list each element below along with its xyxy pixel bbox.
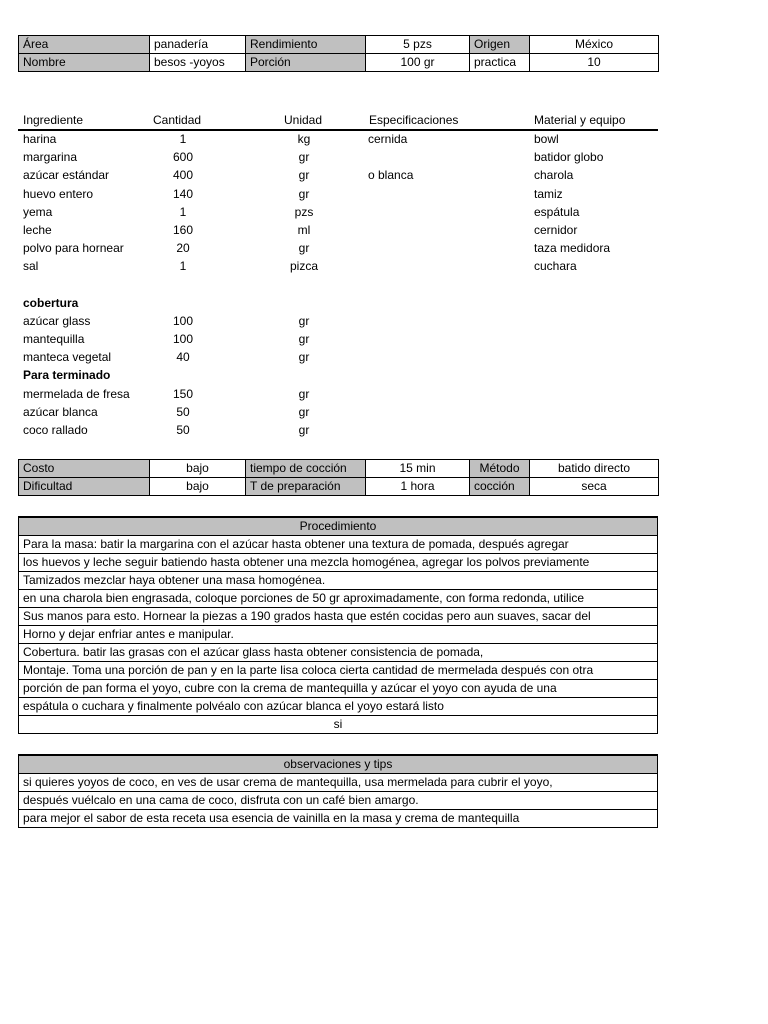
equipment-item: batidor globo <box>534 150 604 165</box>
observacion-line: después vuélcalo en una cama de coco, disfruta con un café bien amargo. <box>19 792 658 810</box>
ingredient-name: Para terminado <box>23 368 111 383</box>
ingredient-quantity: 400 <box>172 168 194 183</box>
ingredient-name: manteca vegetal <box>23 350 112 365</box>
ingredient-unit: gr <box>298 168 310 183</box>
ingredient-row <box>18 257 658 275</box>
ingredient-unit: gr <box>298 404 310 419</box>
procedimiento-table <box>18 516 658 734</box>
ingredient-name: azúcar blanca <box>23 404 98 419</box>
ingredient-row <box>18 312 658 330</box>
ingredient-row <box>18 148 658 166</box>
ingredient-row <box>18 130 658 148</box>
ingredient-name: yema <box>23 204 53 219</box>
metodo-value: batido directo <box>530 460 659 478</box>
ingredient-quantity: 100 <box>172 332 194 347</box>
ingredient-row <box>18 330 658 348</box>
procedimiento-line: Horno y dejar enfriar antes e manipular. <box>19 626 658 644</box>
preparacion-value: 1 hora <box>366 478 470 496</box>
ingredient-spec: o blanca <box>368 168 414 183</box>
ingredient-row <box>18 203 658 221</box>
ingredient-quantity: 140 <box>172 186 194 201</box>
observacion-line: para mejor el sabor de esta receta usa esencia de vainilla en la masa y crema de mantequilla <box>19 810 658 828</box>
ingredient-quantity: 1 <box>179 259 187 274</box>
equipment-item: cuchara <box>534 259 577 274</box>
ingredient-unit: gr <box>298 423 310 437</box>
procedimiento-last-line: si <box>19 716 658 734</box>
ingredient-name: huevo entero <box>23 186 94 201</box>
info-row <box>19 460 659 478</box>
procedimiento-line: porción de pan forma el yoyo, cubre con la crema de mantequilla y azúcar el yoyo con ayuda de una <box>19 680 658 698</box>
procedimiento-line: Montaje. Toma una porción de pan y en la parte lisa coloca cierta cantidad de mermelada después con otra <box>19 662 658 680</box>
porcion-label: Porción <box>246 54 366 72</box>
ingredient-row <box>18 385 658 403</box>
ingredient-row <box>18 239 658 257</box>
costo-value: bajo <box>150 460 246 478</box>
preparacion-label: T de preparación <box>246 478 366 496</box>
ingredient-name: polvo para hornear <box>23 241 124 256</box>
origen-value: México <box>530 36 659 54</box>
ingredient-name: mantequilla <box>23 332 85 347</box>
ingredient-row <box>18 294 658 312</box>
ingredient-quantity: 20 <box>176 241 190 256</box>
equipment-item: tamiz <box>534 186 563 201</box>
ingredient-unit: gr <box>298 313 310 328</box>
practica-value: 10 <box>530 54 659 72</box>
ingredient-row <box>18 185 658 203</box>
ingredient-unit: gr <box>298 332 310 347</box>
ingredient-row <box>18 166 658 184</box>
info-row <box>19 54 659 72</box>
ingredient-quantity: 1 <box>179 204 187 219</box>
ingredient-unit: gr <box>298 150 310 165</box>
metodo-label: Método <box>470 460 530 478</box>
ingredient-quantity: 50 <box>176 404 190 419</box>
ingredient-name: azúcar glass <box>23 313 91 328</box>
coccion-label: cocción <box>470 478 530 496</box>
ingredient-quantity: 150 <box>172 386 194 401</box>
ingredient-name: mermelada de fresa <box>23 386 130 401</box>
ingredient-row <box>18 403 658 421</box>
ingredient-unit: gr <box>298 350 310 365</box>
ingredient-name: sal <box>23 259 39 274</box>
procedimiento-line: Sus manos para esto. Hornear la piezas a 190 grados hasta que estén cocidas pero aun suaves, sacar del <box>19 608 658 626</box>
ingredient-quantity: 40 <box>176 350 190 365</box>
procedimiento-title: Procedimiento <box>19 517 658 536</box>
ingredient-unit: pizca <box>289 259 318 274</box>
procedimiento-line: Cobertura. batir las grasas con el azúcar glass hasta obtener consistencia de pomada, <box>19 644 658 662</box>
header-ingrediente: Ingrediente <box>23 113 84 127</box>
info-row <box>19 478 659 496</box>
info-row <box>19 36 659 54</box>
costo-label: Costo <box>19 460 150 478</box>
ingredient-name: cobertura <box>23 295 79 310</box>
ingredient-unit: gr <box>298 386 310 401</box>
ingredient-row <box>18 276 658 294</box>
header-especificaciones: Especificaciones <box>369 113 459 127</box>
ingredient-name: azúcar estándar <box>23 168 110 183</box>
ingredient-quantity: 50 <box>176 423 190 437</box>
observaciones-title: observaciones y tips <box>19 755 658 774</box>
coccion-value: seca <box>530 478 659 496</box>
origen-label: Origen <box>470 36 530 54</box>
ingredient-unit: pzs <box>294 204 314 219</box>
equipment-item: taza medidora <box>534 241 611 256</box>
ingredients-list <box>18 130 658 439</box>
ingredient-name: coco rallado <box>23 423 88 437</box>
equipment-item: charola <box>534 168 574 183</box>
recipe-info-table <box>18 35 659 72</box>
ingredient-quantity: 160 <box>172 222 194 237</box>
porcion-value: 100 gr <box>366 54 470 72</box>
ingredients-header <box>18 111 658 131</box>
tiempo-coccion-value: 15 min <box>366 460 470 478</box>
dificultad-value: bajo <box>150 478 246 496</box>
procedimiento-line: Para la masa: batir la margarina con el azúcar hasta obtener una textura de pomada, después agregar <box>19 536 658 554</box>
procedimiento-line: los huevos y leche seguir batiendo hasta obtener una mezcla homogénea, agregar los polvos previamente <box>19 554 658 572</box>
ingredient-name: leche <box>23 222 52 237</box>
cooking-info-table <box>18 459 659 496</box>
ingredient-row <box>18 366 658 384</box>
tiempo-coccion-label: tiempo de cocción <box>246 460 366 478</box>
ingredient-quantity: 600 <box>172 150 194 165</box>
header-cantidad: Cantidad <box>153 113 202 127</box>
procedimiento-line: espátula o cuchara y finalmente polvéalo con azúcar blanca el yoyo estará listo <box>19 698 658 716</box>
nombre-label: Nombre <box>19 54 150 72</box>
rendimiento-value: 5 pzs <box>366 36 470 54</box>
header-unidad: Unidad <box>284 113 323 127</box>
ingredient-row <box>18 348 658 366</box>
area-label: Área <box>19 36 150 54</box>
ingredient-unit: gr <box>298 186 310 201</box>
dificultad-label: Dificultad <box>19 478 150 496</box>
practica-label: practica <box>470 54 530 72</box>
ingredient-unit: ml <box>297 222 311 237</box>
equipment-item: cernidor <box>534 222 578 237</box>
ingredient-quantity: 1 <box>179 132 187 146</box>
ingredient-row <box>18 221 658 239</box>
procedimiento-line: en una charola bien engrasada, coloque porciones de 50 gr aproximadamente, con forma redonda, utilice <box>19 590 658 608</box>
ingredient-name: harina <box>23 132 57 146</box>
ingredient-name: margarina <box>23 150 78 165</box>
ingredient-row <box>18 421 658 439</box>
ingredient-unit: gr <box>298 241 310 256</box>
equipment-item: bowl <box>534 132 559 146</box>
observaciones-table <box>18 754 658 828</box>
procedimiento-line: Tamizados mezclar haya obtener una masa homogénea. <box>19 572 658 590</box>
observacion-line: si quieres yoyos de coco, en ves de usar crema de mantequilla, usa mermelada para cubrir el yoyo, <box>19 774 658 792</box>
equipment-item: espátula <box>534 204 580 219</box>
nombre-value: besos -yoyos <box>150 54 246 72</box>
area-value: panadería <box>150 36 246 54</box>
ingredient-spec: cernida <box>368 132 408 146</box>
rendimiento-label: Rendimiento <box>246 36 366 54</box>
header-material: Material y equipo <box>534 113 626 127</box>
ingredient-unit: kg <box>297 132 311 146</box>
ingredient-quantity: 100 <box>172 313 194 328</box>
